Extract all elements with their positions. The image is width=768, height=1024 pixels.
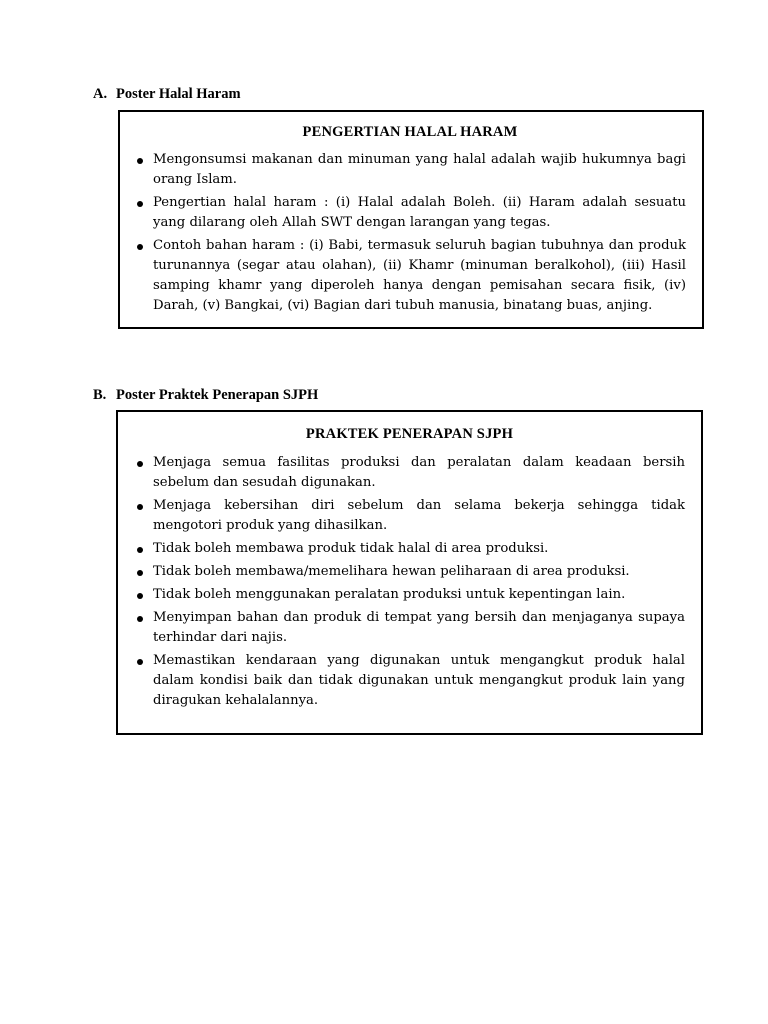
list-item: Contoh bahan haram : (i) Babi, termasuk seluruh bagian tubuhnya dan produk turunannya (segar atau olahan), (ii) Khamr (minuman beralkohol), (iii) Hasil samping khamr yang diperoleh hanya dengan pemisahan secara fisik, (iv) Darah, (v) Bangkai, (vi) Bagian dari tubuh manusia, binatang buas, anjing. (134, 236, 686, 316)
section-b-letter: B. (93, 387, 107, 403)
poster-b-heading: PRAKTEK PENERAPAN SJPH (305, 426, 514, 442)
section-a-title-text: Poster Halal Haram (116, 86, 241, 102)
poster-a-list (134, 150, 686, 316)
list-item: Pengertian halal haram : (i) Halal adalah Boleh. (ii) Haram adalah sesuatu yang dilarang oleh Allah SWT dengan larangan yang tegas. (134, 193, 686, 233)
list-item: Tidak boleh membawa/memelihara hewan peliharaan di area produksi. (134, 562, 685, 582)
poster-halal-haram (118, 110, 704, 329)
section-a-title (93, 86, 241, 103)
poster-a-heading: PENGERTIAN HALAL HARAM (302, 124, 518, 140)
list-item: Memastikan kendaraan yang digunakan untuk mengangkut produk halal dalam kondisi baik dan tidak digunakan untuk mengangkut produk lain yang diragukan kehalalannya. (134, 651, 685, 711)
section-a-letter: A. (93, 86, 108, 102)
list-item: Tidak boleh menggunakan peralatan produksi untuk kepentingan lain. (134, 585, 685, 605)
poster-b-list (134, 453, 685, 711)
poster-praktek-sjph (116, 410, 703, 735)
list-item: Mengonsumsi makanan dan minuman yang halal adalah wajib hukumnya bagi orang Islam. (134, 150, 686, 190)
list-item: Tidak boleh membawa produk tidak halal di area produksi. (134, 539, 685, 559)
section-b-title (93, 387, 318, 404)
list-item: Menjaga semua fasilitas produksi dan peralatan dalam keadaan bersih sebelum dan sesudah digunakan. (134, 453, 685, 493)
list-item: Menyimpan bahan dan produk di tempat yang bersih dan menjaganya supaya terhindar dari najis. (134, 608, 685, 648)
list-item: Menjaga kebersihan diri sebelum dan selama bekerja sehingga tidak mengotori produk yang dihasilkan. (134, 496, 685, 536)
section-b-title-text: Poster Praktek Penerapan SJPH (116, 387, 319, 403)
